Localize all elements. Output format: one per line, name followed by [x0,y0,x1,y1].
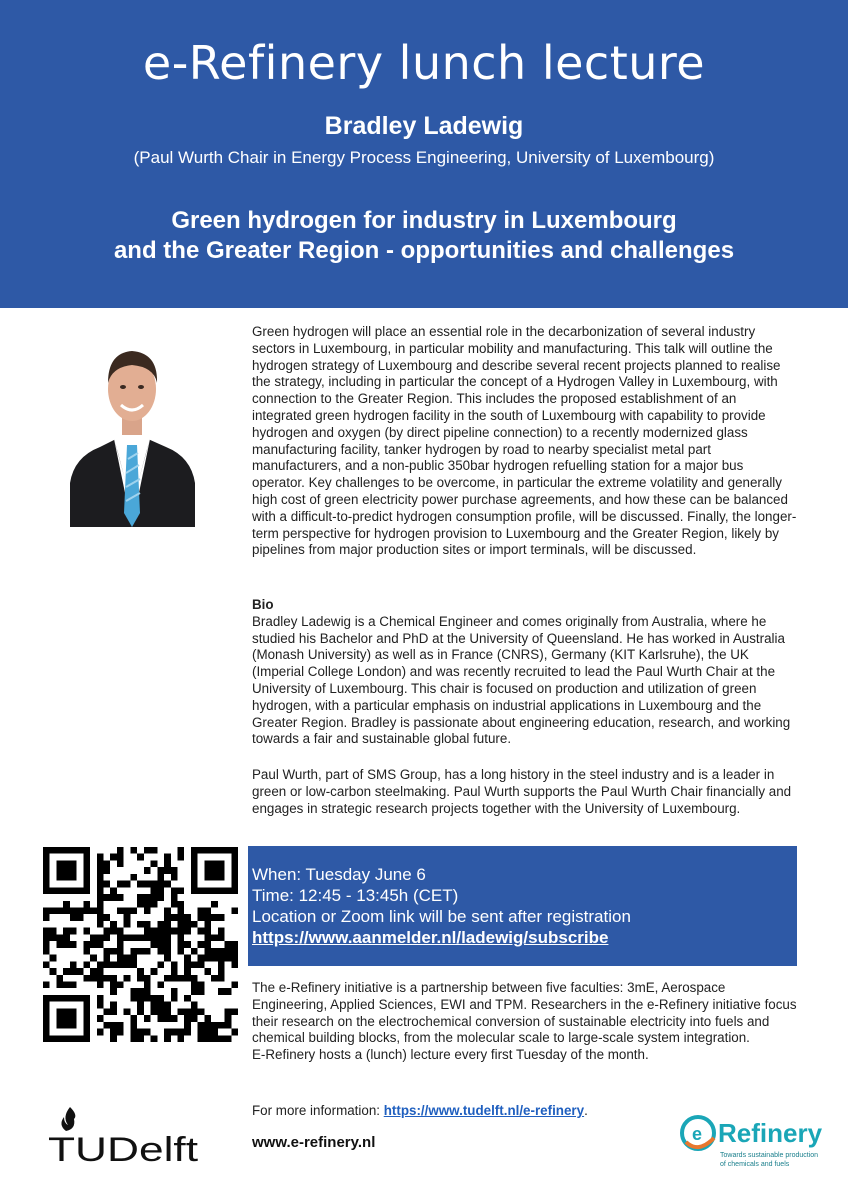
svg-text:e: e [692,1124,703,1144]
registration-link[interactable]: https://www.aanmelder.nl/ladewig/subscribe [252,928,609,947]
speaker-affiliation: (Paul Wurth Chair in Energy Process Engineering, University of Luxembourg) [133,148,715,167]
event-info-box [248,846,797,966]
erefinery-logo-name: Refinery [718,1118,823,1148]
monthly-lecture-note: E-Refinery hosts a (lunch) lecture every first Tuesday of the month. [252,1047,649,1063]
event-series-title: e-Refinery lunch lecture [142,36,706,90]
more-info-label: For more information: [252,1103,384,1118]
bio-heading: Bio [252,597,274,612]
erefinery-tagline-1: Towards sustainable production [720,1152,819,1159]
more-info-link[interactable]: https://www.tudelft.nl/e-refinery [383,1103,585,1118]
more-info-line [252,1103,588,1118]
more-info-suffix: . [584,1103,588,1118]
website-address[interactable]: www.e-refinery.nl [252,1134,376,1151]
talk-title-line-2: and the Greater Region - opportunities and challenges [113,237,735,264]
bio-text: Bradley Ladewig is a Chemical Engineer and comes originally from Australia, where he studied his Bachelor and PhD at the University of Queensland. He has worked in Australia (Monash University) as well as in France (CNRS), Germany (KIT Karlsruhe), the UK (Imperial College London) and was recently recruited to lead the Paul Wurth Chair at the University of Luxembourg. This chair is focused on production and utilization of green hydrogen, with a particular emphasis on industrial applications in Luxembourg and the Greater Region. Bradley is passionate about engineering education, research, and working towards a fair and sustainable global future. [252,613,791,747]
event-date: When: Tuesday June 6 [252,865,426,884]
talk-title-line-1: Green hydrogen for industry in Luxembourg [171,207,677,234]
initiative-text: The e-Refinery initiative is a partnership between five faculties: 3mE, Aerospace Engineering, Applied Sciences, EWI and TPM. Researchers in the e-Refinery initiative focus their research on the electrochemical conversion of sustainable electricity into fuels and chemical building blocks, from the molecular scale to large-scale system integration. [252,980,797,1046]
event-time: Time: 12:45 - 13:45h (CET) [252,886,459,905]
initiative-section [252,980,798,1064]
speaker-photo [70,333,195,527]
speaker-name: Bradley Ladewig [324,112,524,140]
tudelft-logo-text: TUDelft [48,1131,199,1167]
event-location: Location or Zoom link will be sent after registration [252,907,631,926]
header-banner [0,0,848,308]
bio-section [252,597,798,748]
talk-title [0,206,848,266]
erefinery-tagline-2: of chemicals and fuels [720,1161,790,1168]
abstract-text: Green hydrogen will place an essential role in the decarbonization of several industry sectors in Luxembourg, in particular mobility and manufacturing. This talk will outline the hydrogen strategy of Luxembourg and describe several recent projects planned to realise the strategy, including in particular the concept of a Hydrogen Valley in Luxembourg, with connection to the Greater Region. This includes the proposed establishment of an integrated green hydrogen facility in the south of Luxembourg with capability to provide hydrogen and oxygen (by direct pipeline connection) to a recently modernized glass manufacturing facility, tanker hydrogen by road to nearby specialist metal part manufacturers, and a non-public 350bar hydrogen refuelling station for a major bus operator. Key challenges to be overcome, in particular the extreme volatility and generally high cost of green electricity power purchase agreements, and how these can be balanced with a difficult-to-predict hydrogen consumption profile, will be discussed. Finally, the longer-term perspective for hydrogen provision to Luxembourg and the Greater Region, likely by pipelines from major production sites or import terminals, will be discussed. [252,324,797,558]
paul-wurth-text: Paul Wurth, part of SMS Group, has a long history in the steel industry and is a leader in green or low-carbon steelmaking. Paul Wurth supports the Paul Wurth Chair financially and engages in strategic research projects together with the University of Luxembourg. [252,767,792,816]
registration-qr-code[interactable] [43,847,238,1042]
tudelft-logo [48,1105,208,1167]
erefinery-logo [676,1112,826,1176]
